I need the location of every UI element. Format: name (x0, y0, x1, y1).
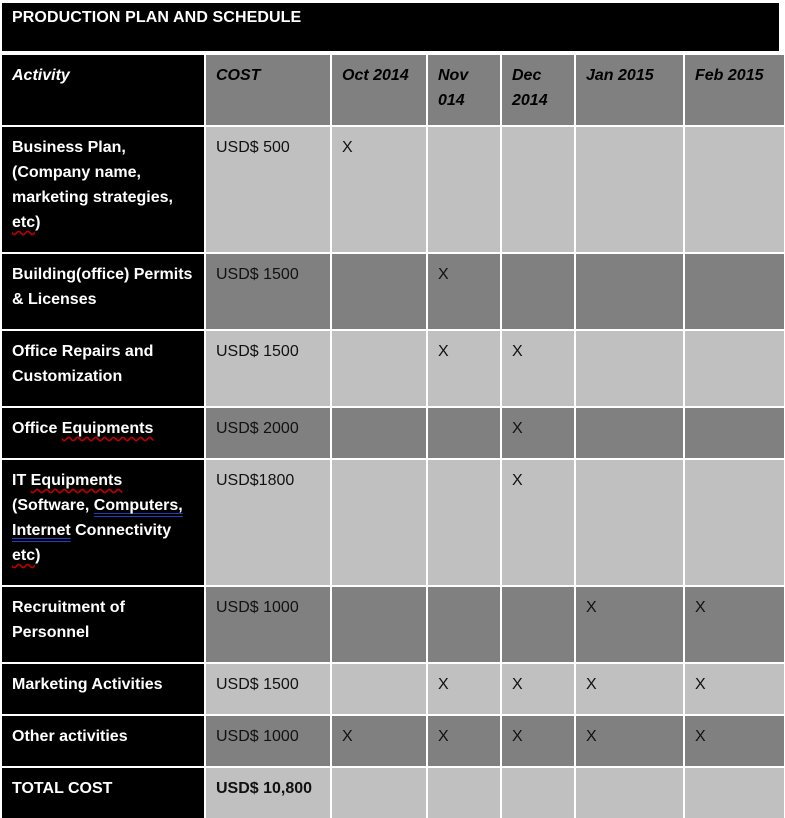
schedule-mark (332, 460, 426, 585)
schedule-mark (576, 331, 683, 406)
header-cost: COST (206, 55, 330, 125)
schedule-mark (502, 254, 574, 329)
schedule-mark: X (502, 664, 574, 714)
schedule-mark (332, 408, 426, 458)
empty-cell (502, 768, 574, 818)
schedule-mark: X (502, 460, 574, 585)
schedule-mark (428, 587, 500, 662)
activity-recruitment: Recruitment of Personnel (2, 587, 204, 662)
schedule-mark (576, 127, 683, 252)
cost-cell: USD$ 1500 (206, 254, 330, 329)
header-feb-2015: Feb 2015 (685, 55, 784, 125)
total-cost: USD$ 10,800 (206, 768, 330, 818)
schedule-mark: X (332, 716, 426, 766)
schedule-mark (332, 664, 426, 714)
schedule-mark (332, 254, 426, 329)
schedule-mark (576, 254, 683, 329)
cost-cell: USD$ 1500 (206, 331, 330, 406)
cost-cell: USD$ 1500 (206, 664, 330, 714)
schedule-mark (502, 127, 574, 252)
cost-cell: USD$ 500 (206, 127, 330, 252)
schedule-mark (685, 254, 784, 329)
header-oct-2014: Oct 2014 (332, 55, 426, 125)
schedule-mark (576, 408, 683, 458)
cost-cell: USD$1800 (206, 460, 330, 585)
schedule-mark (685, 127, 784, 252)
activity-it-equipments: IT Equipments (Software, Computers, Internet Connectivity etc) (2, 460, 204, 585)
empty-cell (332, 768, 426, 818)
schedule-mark: X (428, 716, 500, 766)
empty-cell (576, 768, 683, 818)
schedule-mark: X (502, 716, 574, 766)
schedule-mark (685, 331, 784, 406)
schedule-mark (502, 587, 574, 662)
activity-office-repairs: Office Repairs and Customization (2, 331, 204, 406)
production-schedule-table (2, 55, 780, 818)
schedule-mark: X (332, 127, 426, 252)
activity-business-plan: Business Plan, (Company name, marketing strategies, etc) (2, 127, 204, 252)
schedule-mark: X (576, 587, 683, 662)
schedule-mark: X (685, 664, 784, 714)
header-jan-2015: Jan 2015 (576, 55, 683, 125)
header-dec-2014: Dec 2014 (502, 55, 574, 125)
schedule-mark (428, 127, 500, 252)
schedule-mark: X (428, 664, 500, 714)
activity-other: Other activities (2, 716, 204, 766)
cost-cell: USD$ 1000 (206, 587, 330, 662)
empty-cell (428, 768, 500, 818)
activity-building-permits: Building(office) Permits & Licenses (2, 254, 204, 329)
schedule-mark (332, 331, 426, 406)
cost-cell: USD$ 2000 (206, 408, 330, 458)
schedule-mark: X (502, 408, 574, 458)
total-label: TOTAL COST (2, 768, 204, 818)
schedule-mark: X (685, 716, 784, 766)
schedule-mark (685, 460, 784, 585)
document-title: PRODUCTION PLAN AND SCHEDULE (2, 3, 779, 51)
activity-marketing: Marketing Activities (2, 664, 204, 714)
schedule-mark: X (576, 716, 683, 766)
schedule-mark (332, 587, 426, 662)
cost-cell: USD$ 1000 (206, 716, 330, 766)
schedule-mark: X (428, 254, 500, 329)
schedule-mark (576, 460, 683, 585)
activity-office-equipments: Office Equipments (2, 408, 204, 458)
schedule-mark: X (576, 664, 683, 714)
schedule-mark: X (685, 587, 784, 662)
header-nov-2014: Nov 014 (428, 55, 500, 125)
empty-cell (685, 768, 784, 818)
schedule-mark (685, 408, 784, 458)
schedule-mark: X (428, 331, 500, 406)
header-activity: Activity (2, 55, 204, 125)
schedule-mark: X (502, 331, 574, 406)
schedule-mark (428, 408, 500, 458)
schedule-mark (428, 460, 500, 585)
